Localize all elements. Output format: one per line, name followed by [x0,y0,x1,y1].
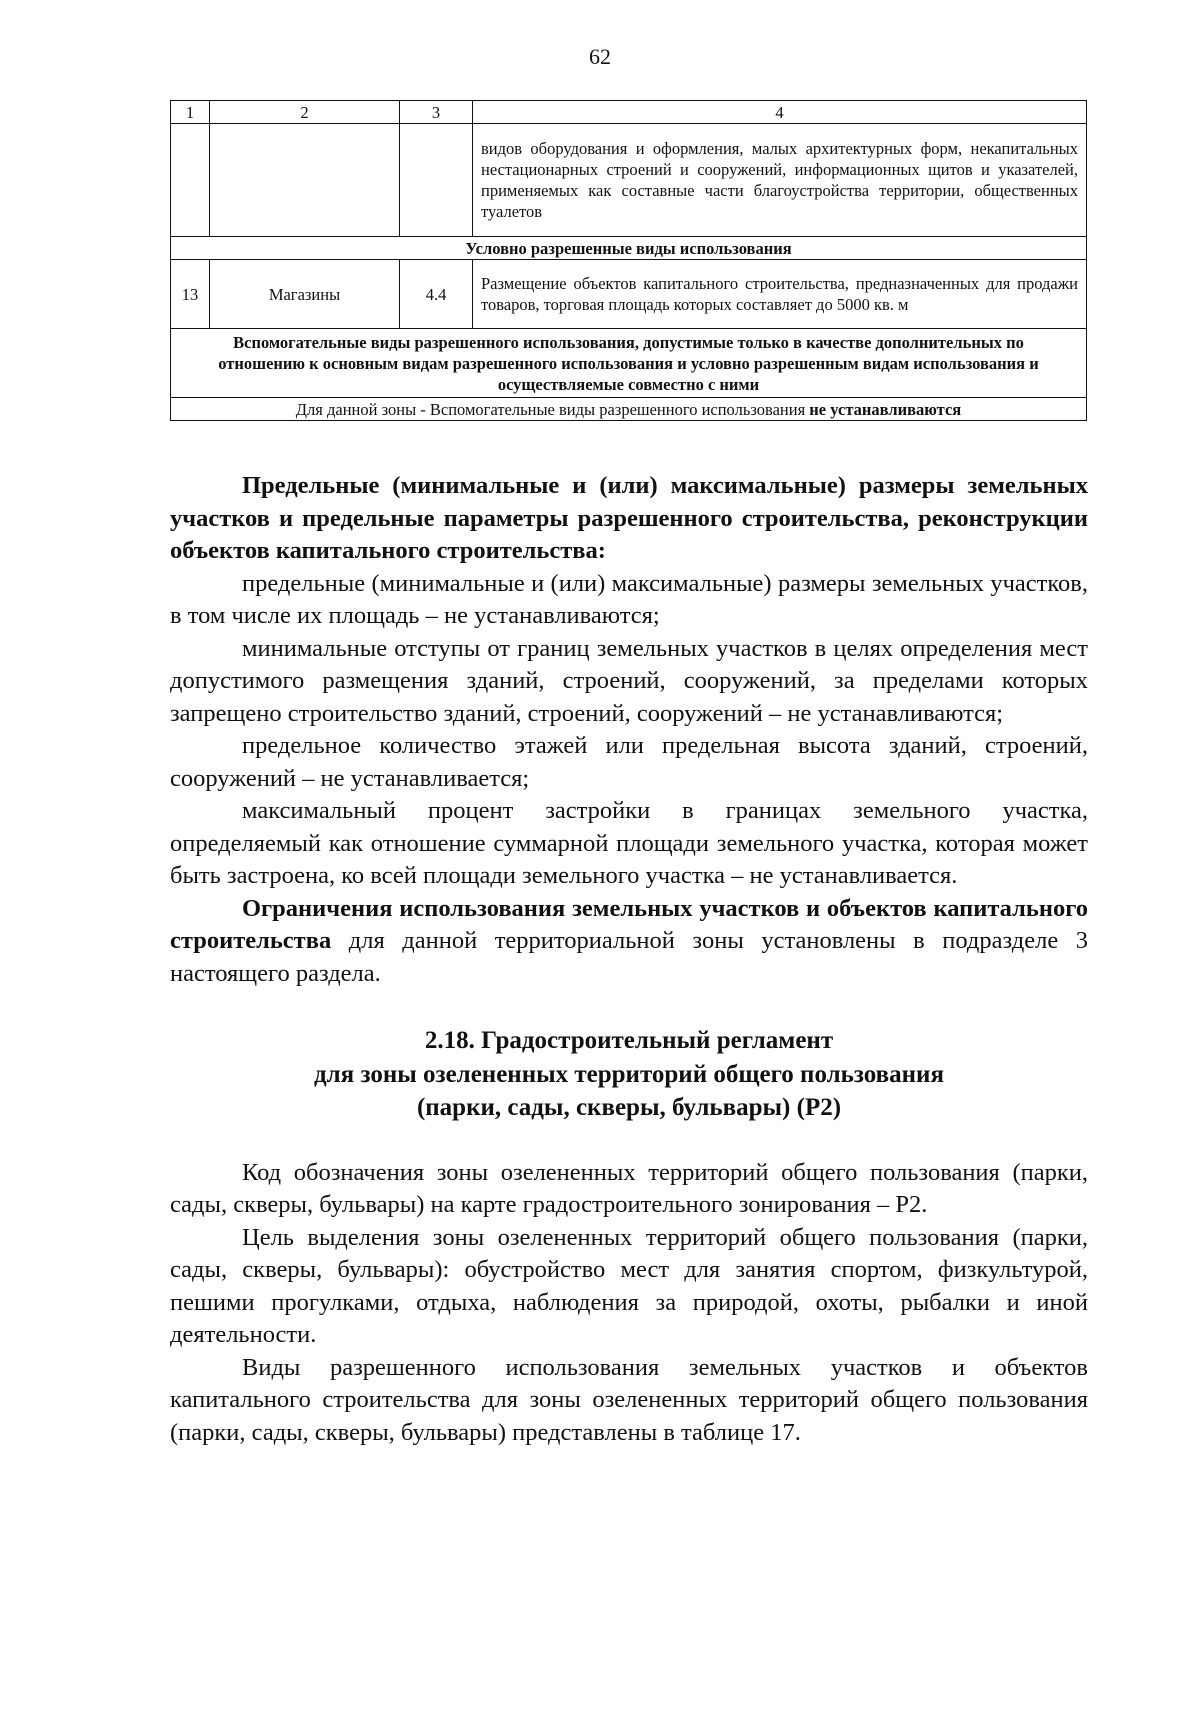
document-body [170,470,1088,1449]
table-header-row [171,101,1087,124]
header-col-1: 1 [171,101,210,124]
auxiliary-uses-title: Вспомогательные виды разрешенного использования, допустимые только в качестве дополнительных по отношению к основным видам разрешенного использования и условно разрешенным видам использования и осуществляемые совместно с ними [171,329,1087,398]
section-paragraph: Виды разрешенного использования земельных участков и объектов капитального строительства для зоны озелененных территорий общего пользования (парки, сады, скверы, бульвары) представлены в таблице 17. [170,1353,1088,1446]
page-number: 62 [589,44,611,69]
section-title-line: (парки, сады, скверы, бульвары) (Р2) [416,1094,842,1121]
limits-item: минимальные отступы от границ земельных участков в целях определения мест допустимого размещения зданий, строений, сооружений, за пределами которых запрещено строительство зданий, строений, сооружений – не устанавливаются; [170,634,1088,727]
limits-item: предельное количество этажей или предельная высота зданий, строений, сооружений – не устанавливается; [170,732,1088,792]
limits-heading: Предельные (минимальные и (или) максимальные) размеры земельных участков и предельные параметры разрешенного строительства, реконструкции объектов капитального строительства: [170,472,1088,564]
empty-cell [210,124,400,237]
header-col-4: 4 [473,101,1087,124]
use-code: 4.4 [400,260,473,329]
table-section-row [171,237,1087,260]
section-paragraph: Код обозначения зоны озелененных территорий общего пользования (парки, сады, скверы, бульвары) на карте градостроительного зонирования – Р2. [170,1158,1088,1218]
row-number: 13 [171,260,210,329]
table-row [171,124,1087,237]
limits-item: максимальный процент застройки в границах земельного участка, определяемый как отношение суммарной площади земельного участка, которая может быть застроена, ко всей площади земельного участка – не устанавливается. [170,797,1088,889]
auxiliary-note [171,398,1087,421]
auxiliary-note-prefix: Для данной зоны - Вспомогательные виды разрешенного использования [295,399,810,419]
restrictions-bold: Ограничения использования земельных участков и объектов капитального строительства [170,894,1088,954]
auxiliary-note-bold: не устанавливаются [809,399,962,419]
section-paragraph: Цель выделения зоны озелененных территорий общего пользования (парки, сады, скверы, бульвары): обустройство мест для занятия спортом, физкультурой, пешими прогулками, отдыха, наблюдения за природой, охоты, рыбалки и иной деятельности. [170,1223,1088,1348]
use-name: Магазины [210,260,400,329]
table-section-row [171,329,1087,398]
use-description: Размещение объектов капитального строительства, предназначенных для продажи товаров, торговая площадь которых составляет до 5000 кв. м [473,260,1087,329]
conditional-uses-title: Условно разрешенные виды использования [171,237,1087,260]
continued-description: видов оборудования и оформления, малых архитектурных форм, некапитальных нестационарных строений и сооружений, информационных щитов и указателей, применяемых как составные части благоустройства территории, общественных туалетов [473,124,1087,237]
section-title [170,1024,1088,1125]
table-row [171,398,1087,421]
header-col-3: 3 [400,101,473,124]
restrictions-paragraph [170,893,1088,991]
section-title-line: для зоны озелененных территорий общего пользования [314,1060,944,1088]
section-title-line: 2.18. Градостроительный регламент [424,1027,834,1054]
header-col-2: 2 [210,101,400,124]
limits-item: предельные (минимальные и (или) максимальные) размеры земельных участков, в том числе их площадь – не устанавливаются; [170,569,1088,629]
restrictions-rest: для данной территориальной зоны установлены в подразделе 3 настоящего раздела. [170,927,1088,987]
permitted-use-table [170,100,1087,421]
empty-cell [400,124,473,237]
table-row [171,260,1087,329]
empty-cell [171,124,210,237]
